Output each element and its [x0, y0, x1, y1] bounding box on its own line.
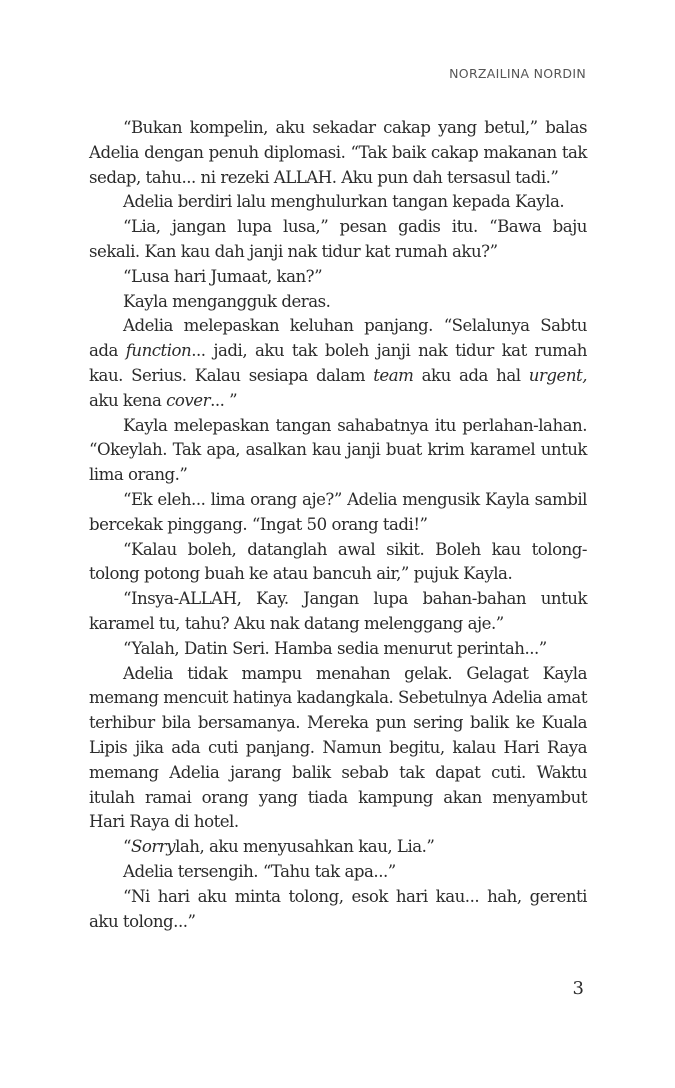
paragraph	[89, 215, 587, 265]
text-segment: aku kena	[89, 390, 167, 410]
text-segment: “Lia, jangan lupa lusa,” pesan gadis itu. “Bawa baju sekali. Kan kau dah janji nak tidur kat rumah aku?”	[89, 217, 587, 261]
text-segment: Kayla mengangguk deras.	[123, 291, 331, 311]
text-segment: Adelia tersengih. “Tahu tak apa...”	[123, 861, 396, 881]
paragraph	[89, 116, 587, 190]
text-segment: ... jadi, aku tak boleh janji nak tidur kat rumah kau. Serius. Kalau sesiapa dalam	[89, 341, 587, 385]
paragraph	[89, 637, 587, 662]
text-segment: aku ada hal	[413, 365, 529, 385]
paragraph	[89, 488, 587, 538]
text-segment: Adelia melepaskan keluhan panjang. “Selalunya Sabtu ada	[89, 316, 587, 361]
paragraph	[89, 885, 587, 935]
paragraph	[89, 587, 587, 637]
italic-text: team	[373, 365, 414, 385]
paragraph	[89, 290, 587, 315]
paragraph	[89, 662, 587, 836]
text-segment: “Insya-ALLAH, Kay. Jangan lupa bahan-bahan untuk karamel tu, tahu? Aku nak datang melenggang aje.”	[89, 589, 587, 633]
text-segment: Adelia berdiri lalu menghulurkan tangan kepada Kayla.	[123, 192, 565, 212]
paragraph	[89, 190, 587, 215]
running-head: NORZAILINA NORDIN	[449, 66, 586, 81]
text-segment: “Bukan kompelin, aku sekadar cakap yang betul,” balas Adelia dengan penuh diplomasi. “Tak baik cakap makanan tak sedap, tahu... ni rezeki ALLAH. Aku pun dah tersasul tadi.”	[89, 118, 587, 187]
text-segment: “Lusa hari Jumaat, kan?”	[123, 266, 323, 286]
italic-text: urgent,	[528, 365, 587, 385]
text-segment: “Ni hari aku minta tolong, esok hari kau... hah, gerenti aku tolong...”	[89, 886, 587, 931]
text-segment: ... ”	[210, 390, 238, 410]
italic-text: Sorry	[130, 837, 176, 857]
text-segment: “	[123, 837, 131, 857]
body-text	[89, 116, 587, 934]
italic-text: cover	[166, 390, 211, 410]
paragraph	[89, 538, 587, 588]
paragraph	[89, 860, 587, 885]
page-number: 3	[572, 978, 584, 999]
italic-text: function	[125, 341, 192, 361]
paragraph	[89, 314, 587, 413]
text-segment: Adelia tidak mampu menahan gelak. Gelagat Kayla memang mencuit hatinya kadangkala. Sebetulnya Adelia amat terhibur bila bersamanya. Mereka pun sering balik ke Kuala Lipis jika ada cuti panjang. Namun begitu, kalau Hari Raya memang Adelia jarang balik sebab tak dapat cuti. Waktu itulah ramai orang yang tiada kampung akan menyambut Hari Raya di hotel.	[89, 663, 587, 832]
paragraph	[89, 835, 587, 860]
text-segment: “Yalah, Datin Seri. Hamba sedia menurut perintah...”	[123, 638, 547, 658]
text-segment: “Ek eleh... lima orang aje?” Adelia mengusik Kayla sambil bercekak pinggang. “Ingat 50 orang tadi!”	[89, 489, 587, 534]
text-segment: lah, aku menyusahkan kau, Lia.”	[175, 837, 435, 857]
text-segment: “Kalau boleh, datanglah awal sikit. Boleh kau tolong-tolong potong buah ke atau bancuh air,” pujuk Kayla.	[89, 539, 587, 584]
paragraph	[89, 265, 587, 290]
paragraph	[89, 414, 587, 488]
text-segment: Kayla melepaskan tangan sahabatnya itu perlahan-lahan. “Okeylah. Tak apa, asalkan kau janji buat krim karamel untuk lima orang.”	[89, 415, 587, 485]
